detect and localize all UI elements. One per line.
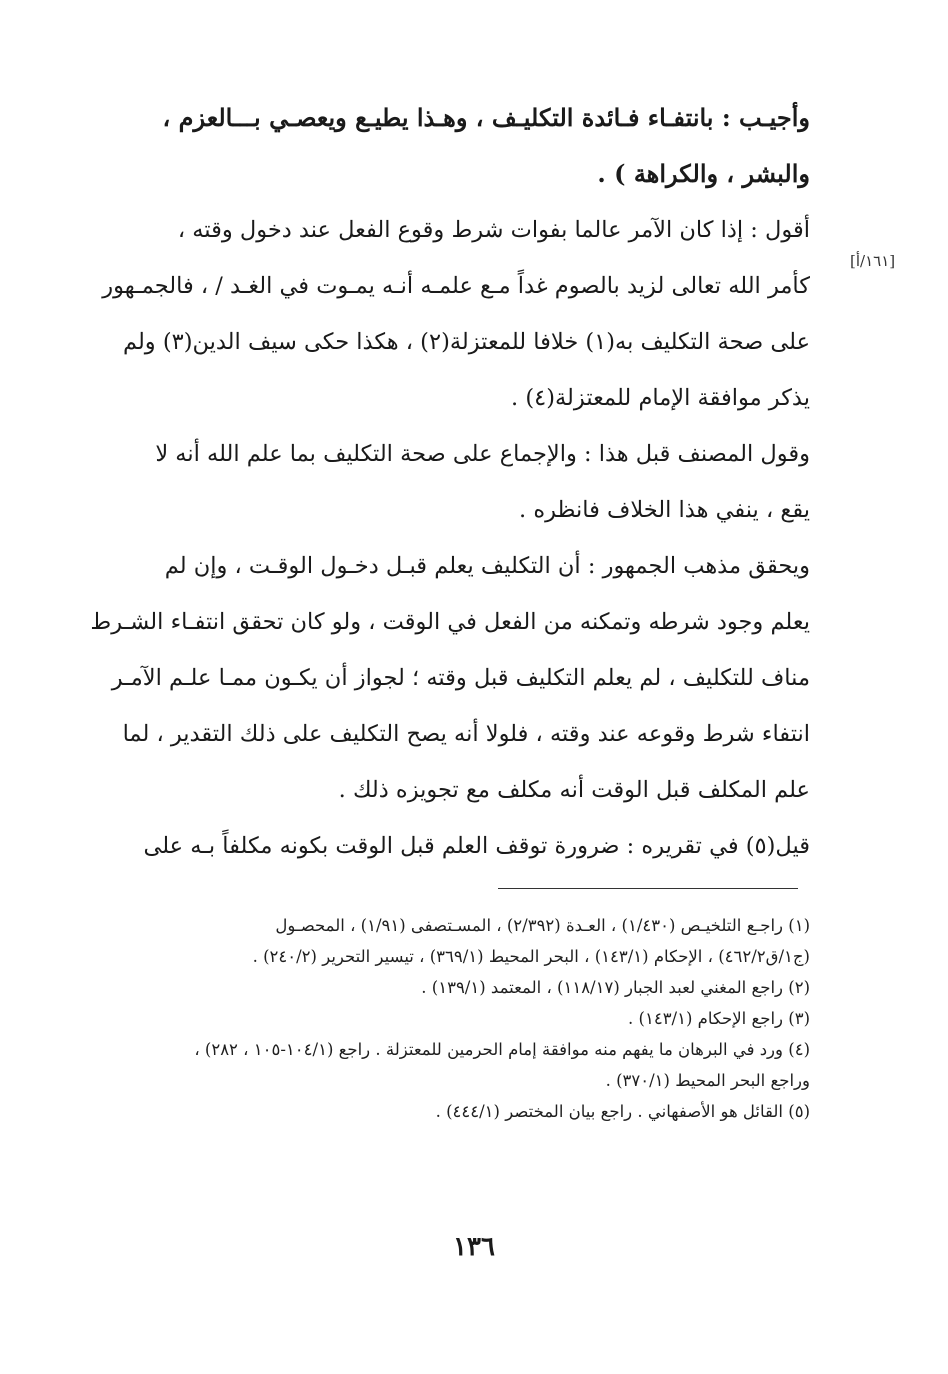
text-line-7: وقول المصنف قبل هذا : والإجماع على صحة التكليف بما علم الله أنه لا <box>155 441 810 467</box>
text-line-2: والبشر ، والكراهة ) . <box>597 159 810 188</box>
footnote-line: (٤) ورد في البرهان ما يفهم منه موافقة إمام الحرمين للمعتزلة . راجع (١٠٤/١-١٠٥ ، ٢٨٢) ، <box>194 1040 810 1059</box>
footnotes <box>48 910 810 1127</box>
text-line-3: أقول : إذا كان الآمر عالما بفوات شرط وقوع الفعل عند دخول وقته ، <box>177 217 810 243</box>
text-line-13: علم المكلف قبل الوقت أنه مكلف مع تجويزه ذلك . <box>338 777 810 803</box>
text-line-1: وأجيـب : بانتفـاء فـائدة التكليـف ، وهـذا يطيـع ويعصـي بـــالعزم ، <box>162 103 810 132</box>
text-line-6: يذكر موافقة الإمام للمعتزلة(٤) . <box>511 385 810 411</box>
main-text <box>48 90 810 874</box>
footnote-line: (ج١/ق٤٦٢/٢) ، الإحكام (١٤٣/١) ، البحر المحيط (٣٦٩/١) ، تيسير التحرير (٢٤٠/٢) . <box>252 947 810 966</box>
text-line-5: على صحة التكليف به(١) خلافا للمعتزلة(٢) ، هكذا حكى سيف الدين(٣) ولم <box>122 329 810 355</box>
text-line-9: ويحقق مذهب الجمهور : أن التكليف يعلم قبـل دخـول الوقـت ، وإن لم <box>164 553 810 579</box>
text-line-12: انتفاء شرط وقوعه عند وقته ، فلولا أنه يصح التكليف على ذلك التقدير ، لما <box>122 721 810 747</box>
text-line-11: مناف للتكليف ، لم يعلم التكليف قبل وقته ؛ لجواز أن يكـون ممـا علـم الآمـر <box>111 665 810 691</box>
footnote-line: (١) راجـع التلخيـص (١/٤٣٠) ، العـدة (٢/٣٩٢) ، المسـتصفى (١/٩١) ، المحصـول <box>275 916 810 935</box>
text-line-4: كأمر الله تعالى لزيد بالصوم غداً مـع علمـه أنـه يمـوت في الغـد / ، فالجمـهور <box>102 273 810 299</box>
text-line-10: يعلم وجود شرطه وتمكنه من الفعل في الوقت ، ولو كان تحقق انتفـاء الشـرط <box>90 609 810 635</box>
footnote-line: وراجع البحر المحيط (٣٧٠/١) . <box>605 1071 810 1090</box>
footnote-line: (٣) راجع الإحكام (١٤٣/١) . <box>628 1009 810 1028</box>
page-number: ١٣٦ <box>453 1232 495 1262</box>
footnote-separator <box>498 888 798 889</box>
footnote-line: (٢) راجع المغني لعبد الجبار (١١٨/١٧) ، المعتمد (١٣٩/١) . <box>421 978 810 997</box>
margin-folio-note: [١٦١/أ] <box>850 252 896 270</box>
footnote-line: (٥) القائل هو الأصفهاني . راجع بيان المختصر (٤٤٤/١) . <box>435 1102 810 1121</box>
text-line-8: يقع ، ينفي هذا الخلاف فانظره . <box>519 497 810 523</box>
text-line-14: قيل(٥) في تقريره : ضرورة توقف العلم قبل الوقت بكونه مكلفاً بـه على <box>143 833 810 859</box>
